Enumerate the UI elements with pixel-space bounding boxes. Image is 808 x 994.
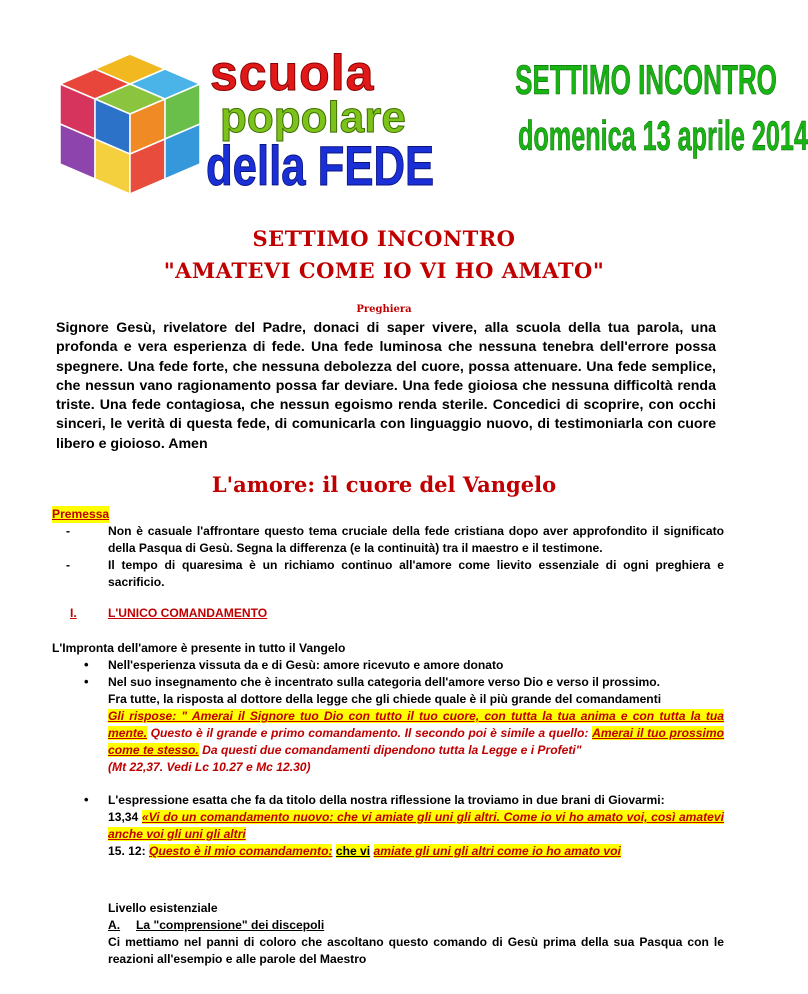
section-label: L'UNICO COMANDAMENTO xyxy=(108,606,268,620)
dash-icon: - xyxy=(66,524,71,538)
list-item xyxy=(52,792,724,860)
section-number: I. xyxy=(70,606,77,620)
quote-highlight: Gli rispose: " Amerai il Signore tuo Dio con tutto il tuo cuore, con tutta la tua anima e con tutta la tua mente. xyxy=(108,709,724,740)
existential-level: Livello esistenziale xyxy=(108,901,218,915)
logo-word-fede: della FEDE xyxy=(206,134,435,197)
quote-text: Da questi due comandamenti dipendono tutta la Legge e i Profeti" xyxy=(202,743,582,757)
premessa-label: Premessa xyxy=(52,507,110,521)
premessa-item xyxy=(52,557,724,591)
spacer xyxy=(52,776,724,792)
scripture-reference: 13,34 xyxy=(108,810,139,824)
list-item-text: L'espressione esatta che fa da titolo della nostra riflessione la troviamo in due brani di Giovarmi: xyxy=(108,793,665,807)
subsection-label: La "comprensione" dei discepoli xyxy=(136,918,325,932)
meeting-banner-date: domenica 13 aprile 2014 xyxy=(518,112,808,160)
page-title: SETTIMO INCONTRO xyxy=(252,226,516,251)
subsection-letter: A. xyxy=(108,918,121,932)
scripture-reference: 15. 12: xyxy=(108,844,146,858)
bullet-icon: • xyxy=(84,674,89,689)
quote-highlight: Amerai il tuo prossimo come te stesso. xyxy=(108,726,724,757)
section-heading xyxy=(52,605,724,622)
page-subtitle: "AMATEVI COME IO VI HO AMATO" xyxy=(163,258,605,283)
quote-text: Questo è il grande e primo comandamento. Il secondo poi è simile a quello: xyxy=(150,726,589,740)
subsection-text: Ci mettiamo nel panni di coloro che ascoltano questo comando di Gesù prima della sua Pasqua con le reazioni all'esempio e alle parole del Maestro xyxy=(108,935,724,966)
quote-highlight: che vi xyxy=(335,844,371,858)
prayer-heading: Preghiera xyxy=(356,304,412,315)
quote-highlight: «Vi do un comandamento nuovo: che vi amiate gli uni gli altri. Come io vi ho amato voi, così amatevi anche voi gli uni gli altri xyxy=(108,810,724,841)
premessa-item-text: Non è casuale l'affrontare questo tema cruciale della fede cristiana dopo aver approfondito il significato della Pasqua di Gesù. Segna la differenza (e la continuità) tra il maestro e il testimone. xyxy=(108,524,724,555)
list-item-text: Nell'esperienza vissuta da e di Gesù: amore ricevuto e amore donato xyxy=(108,658,504,672)
logo-word-scuola: scuola xyxy=(210,45,375,101)
logo-word-popolare: popolare xyxy=(220,93,406,142)
list-item xyxy=(52,657,724,674)
dash-icon: - xyxy=(66,558,71,572)
subsection-heading xyxy=(52,917,724,934)
list-item xyxy=(52,674,724,776)
premessa-item-text: Il tempo di quaresima è un richiamo continuo all'amore come lievito essenziale di ogni preghiera e sacrificio. xyxy=(108,558,724,589)
scripture-quote xyxy=(108,843,724,860)
scripture-reference: (Mt 22,37. Vedi Lc 10.27 e Mc 12.30) xyxy=(108,760,311,774)
scripture-quote xyxy=(108,708,724,759)
bullet-icon: • xyxy=(84,792,89,807)
quote-highlight: Questo è il mio comandamento: xyxy=(149,844,333,858)
list-item-text: Nel suo insegnamento che è incentrato sulla categoria dell'amore verso Dio e verso il prossimo. xyxy=(108,675,660,689)
scripture-quote xyxy=(108,809,724,843)
prayer-text: Signore Gesù, rivelatore del Padre, donaci di saper vivere, alla scuola della tua parola, una profonda e vera esperienza di fede. Una fede luminosa che nessuna tenebra dell'errore possa spegnere. Una fede forte, che nessuna debolezza del cuore, possa attenuare. Una fede semplice, che nessun vano ragionamento possa far deviare. Una fede gioiosa che nessuna difficoltà renda triste. Una fede contagiosa, che nessun egoismo renda sterile. Concedici di scoprire, con occhi sinceri, le verità di questa fede, di comunicarla con linguaggio nuovo, di testimoniarla con cuore libero e gioioso. Amen xyxy=(56,320,716,452)
school-logo xyxy=(40,44,440,214)
section-intro: L'Impronta dell'amore è presente in tutto il Vangelo xyxy=(52,641,346,655)
list-item-text: Fra tutte, la risposta al dottore della legge che gli chiede quale è il più grande del comandamenti xyxy=(108,692,662,706)
meeting-banner-title: SETTIMO INCONTRO xyxy=(515,56,777,103)
meeting-banner xyxy=(460,56,808,160)
section-title: L'amore: il cuore del Vangelo xyxy=(211,472,557,497)
quote-highlight: amiate gli uni gli altri come io ho amato voi xyxy=(373,844,621,858)
premessa-item xyxy=(52,523,724,557)
document-body xyxy=(52,506,724,968)
bullet-icon: • xyxy=(84,657,89,672)
